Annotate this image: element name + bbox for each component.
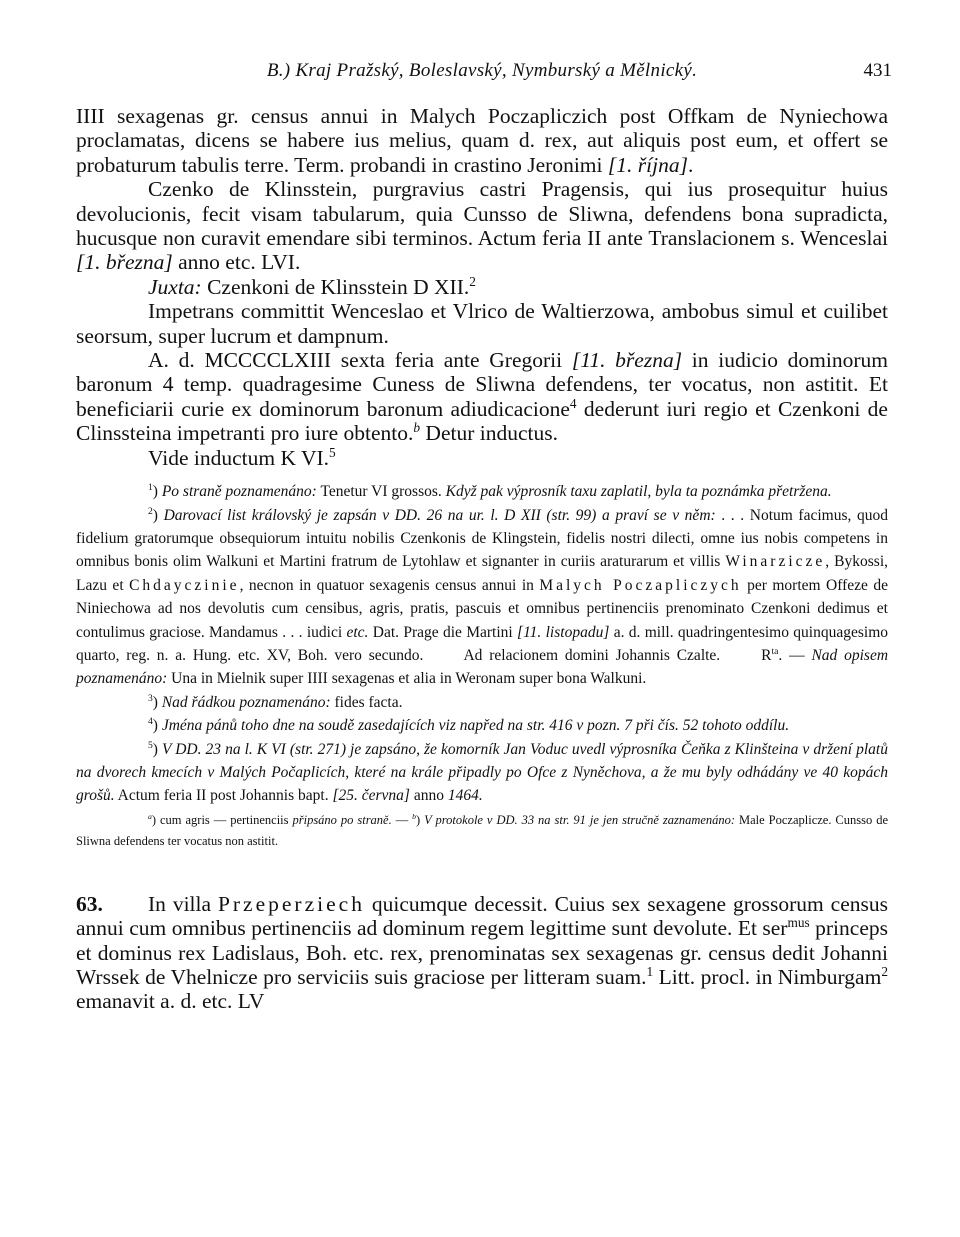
date-gloss: [11. listopadu] <box>517 623 610 641</box>
page-number: 431 <box>863 60 892 81</box>
superscript: ta <box>771 645 779 657</box>
text-run: in iudicio dominorum baronum 4 temp. quadragesime Cuness de Sliwna defendens, ter vocatus, non astitit. Et beneficiarii curie ex dominorum baronum adiudicacione <box>76 348 888 421</box>
spaced-name: Malych Poczapliczych <box>539 576 742 594</box>
editorial-note: připsáno po straně. <box>292 812 392 827</box>
date-gloss: [25. června] <box>332 787 410 805</box>
text-run: Detur inductus. <box>420 421 558 446</box>
spaced-name: Chdayczinie <box>129 576 240 594</box>
text-run: emanavit a. d. etc. LV <box>76 989 265 1014</box>
footnote-ref: 5 <box>329 444 336 460</box>
paragraph-4: Impetrans committit Wenceslao et Vlrico de Waltierzowa, ambobus simul et cuilibet seorsum, super lucrum et dampnum. <box>76 299 888 348</box>
footnote-mark: 5 <box>148 739 153 751</box>
text-run: per mortem Offeze de Niniechowa ad nos devolutis cum censibus, agris, pratis, pascuis et omnibus pertinenciis prenominato Czenkoni dedimus et contulimus graciose. Mandamus . . . iudici <box>76 576 888 641</box>
apparatus-mark: b <box>412 811 417 821</box>
text-run: . — <box>778 646 812 664</box>
text-run: In villa <box>148 891 218 916</box>
text-run: Czenko de Klinsstein, purgravius castri Pragensis, qui ius prosequitur huius devolucionis, fecit visam tabularum, quia Cunsso de Sliwna, defendens bona supradicta, hucusque non curavit emendare sibi terminos. Actum feria II ante Translacionem s. Wenceslai <box>76 177 888 251</box>
footnote-ref: 1 <box>646 963 654 979</box>
editorial-note: V protokole v DD. 33 na str. 91 je jen stručně zaznamenáno: <box>420 812 736 827</box>
text-run: Male Poczaplicze. Cunsso de Sliwna defendens ter vocatus non astitit. <box>76 812 889 848</box>
editorial-note: Nad řádkou poznamenáno: <box>161 693 331 711</box>
juxta-label: Juxta: <box>148 274 202 299</box>
text-run: princeps et dominus rex Ladislaus, Boh. etc. rex, prenominatas sex sexagenas gr. census dedit Johanni Wrssek de Vhelnicze pro serviciis suis graciose per litteram suam. <box>76 916 888 989</box>
editorial-note: Když pak výprosník taxu zaplatil, byla ta poznámka přetržena. <box>445 483 832 501</box>
text-run: Czenkoni de Klinsstein D XII. <box>201 274 470 299</box>
footnotes <box>76 480 892 808</box>
editorial-note: Jména pánů toho dne na soudě zasedajících viz napřed na str. 416 v pozn. 7 při čís. 52 tohoto oddílu. <box>161 717 790 735</box>
text-run: . . . Notum facimus, quod fidelium gratorumque obsequiorum intuitu nobilis Czenkonis de Klingstein, fidelis nostri dilecti, omne ius nobis competens in omnibus bonis olim Walkuni et Martini fratrum de Lytohlaw et signanter in curiis araturarum et villis <box>76 506 888 571</box>
text-run: Tenetur VI grossos. <box>316 483 446 501</box>
editorial-note: Nad opisem poznamenáno: <box>76 646 889 688</box>
text-run: Vide inductum K VI. <box>148 445 330 470</box>
footnote-5: $^5$) V DD. 23 na l. K VI (str. 271) je zapsáno, že komorník Jan Voduc uvedl výprosníka Čeňka z Klinšteina v držení platů na dvorech kmecích v Malých Počaplicích, které na krále připadly po Ofce z Nyněchova, a že mu byly odhádány ve 40 kopách grošů. Actum feria II post Johannis bapt. [25. června] anno 1464. <box>76 739 888 805</box>
text-run: . <box>687 152 694 177</box>
editorial-note: Po straně poznamenáno: <box>161 483 317 501</box>
text-run: A. d. MCCCCLXIII sexta feria ante Gregorii <box>148 348 572 373</box>
paragraph-6 <box>76 446 888 470</box>
text-run: a. d. mill. quadringentesimo quinquagesimo quarto, reg. n. a. Hung. etc. XV, Boh. vero secundo. Ad relacionem domini Johannis Czalte. R <box>76 623 892 664</box>
entry-63-text <box>76 892 888 1014</box>
text-run: cum agris — pertinenciis <box>156 812 293 827</box>
footnote-mark: 1 <box>148 481 153 493</box>
text-run: anno etc. LVI. <box>172 250 301 275</box>
text-run: IIII sexagenas gr. census annui in Malych Poczapliczich post Offkam de Nyniechowa proclamatas, dicens se habere ius melius, quam d. rex, aut aliquis post eum, et offert se probaturum tabulis terre. Term. probandi in crastino Jeronimi <box>76 104 888 177</box>
text-run: Una in Mielnik super IIII sexagenas et alia in Weronam super bona Walkuni. <box>167 670 647 688</box>
paragraph-1 <box>76 104 888 177</box>
superscript: mus <box>787 915 810 931</box>
footnote-4: $^4$) Jména pánů toho dne na soudě zasedajících viz napřed na str. 416 v pozn. 7 při čís. 52 tohoto oddílu. <box>148 716 790 735</box>
main-text <box>76 104 888 470</box>
text-run: etc. <box>346 623 369 641</box>
footnote-mark: 3 <box>148 692 153 704</box>
apparatus-ref: b <box>413 420 421 436</box>
editorial-note: V DD. 23 na l. K VI (str. 271) je zapsáno, že komorník Jan Voduc uvedl výprosníka Čeňka z Klinšteina v držení platů na dvorech kmecích v Malých Počaplicích, které na krále připadly po Ofce z Nyněchova, a že mu byly odhádány ve 40 kopách grošů. <box>76 740 888 805</box>
footnote-1: $^1$) Po straně poznamenáno: Tenetur VI grossos. Když pak výprosník taxu zaplatil, byla ta poznámka přetržena. <box>148 481 832 501</box>
footnote-2: $^2$) Darovací list královský je zapsán v DD. 26 na ur. l. D XII (str. 99) a praví se v něm: . . . Notum facimus, quod fidelium gratorumque obsequiorum intuitu nobilis Czenkonis de Klingstein, fidelis nostri dilecti, omne ius nobis competens in omnibus bonis olim Walkuni et Martini fratrum de Lytohlaw et signanter in curiis araturarum et villis Winarzicze, Bykossi, Lazu et Chdayczinie, necnon in quatuor sexagenis census annui in Malych Poczapliczych per mortem Offeze de Niniechowa ad nos devolutis cum censibus, agris, pratis, pascuis et omnibus pertinenciis prenominato Czenkoni dedimus et contulimus graciose. Mandamus . . . iudici etc. Dat. Prage die Martini [11. listopadu] a. d. mill. quadringentesimo quinquagesimo quarto, reg. n. a. Hung. etc. XV, Boh. vero secundo. Ad relacionem domini Johannis Czalte. $R^{ta}$. — Nad opisem poznamenáno: Una in Mielnik super IIII sexagenas et alia in Weronam super bona Walkuni. <box>76 505 892 688</box>
text-run: Dat. Prage die Martini <box>368 623 518 641</box>
date-gloss: [1. října] <box>607 152 688 177</box>
text-run: fides facta. <box>330 693 403 711</box>
text-run: , Bykossi, Lazu et <box>76 553 888 594</box>
date-gloss: [11. března] <box>571 348 683 373</box>
text-run: Litt. procl. in Nimburgam <box>653 965 882 989</box>
running-head <box>76 60 892 90</box>
apparatus-mark: a <box>148 811 152 821</box>
footnote-ref: 4 <box>569 395 577 411</box>
paragraph-2 <box>76 177 888 275</box>
footnote-ref: 2 <box>469 273 476 289</box>
editorial-note: Darovací list královský je zapsán v DD. 26 na ur. l. D XII (str. 99) a praví se v něm: <box>163 506 716 524</box>
footnote-mark: 2 <box>148 505 153 517</box>
apparatus-note: $^a$) cum agris — pertinenciis připsáno po straně. — $^b$) V protokole v DD. 33 na str. 91 je jen stručně zaznamenáno: Male Poczaplicze. Cunsso de Sliwna defendens ter vocatus non astitit. <box>76 811 889 848</box>
text-run: dederunt iuri regio et Czenkoni de Clinssteina impetranti pro iure obtento. <box>76 396 888 446</box>
spaced-name: Winarzicze <box>725 553 826 571</box>
paragraph-3 <box>76 275 888 299</box>
text-run: Actum feria II post Johannis bapt. <box>114 787 333 805</box>
spaced-name: Przeperziech <box>217 891 365 916</box>
page <box>76 60 892 1014</box>
paragraph-5 <box>76 348 888 446</box>
text-run: — <box>391 812 413 827</box>
footnote-ref: 2 <box>881 963 888 979</box>
critical-apparatus <box>76 810 888 852</box>
footnote-3: $^3$) Nad řádkou poznamenáno: fides facta. <box>148 692 403 711</box>
footnote-mark: 4 <box>148 716 153 727</box>
text-run: 1464. <box>447 787 483 805</box>
text-run: quicumque decessit. Cuius sex sexagene grossorum census annui cum omnibus pertinenciis ad dominum regem legittime sunt devolute. Et ser <box>76 891 888 941</box>
entry-number: 63. <box>76 891 103 916</box>
date-gloss: [1. března] <box>76 250 173 275</box>
text-run: , necnon in quatuor sexagenis census annui in <box>239 576 540 594</box>
running-head-title: B.) Kraj Pražský, Boleslavský, Nymburský a Mělnický. <box>266 60 698 81</box>
text-run: anno <box>409 787 448 805</box>
entry-63 <box>76 892 888 1014</box>
